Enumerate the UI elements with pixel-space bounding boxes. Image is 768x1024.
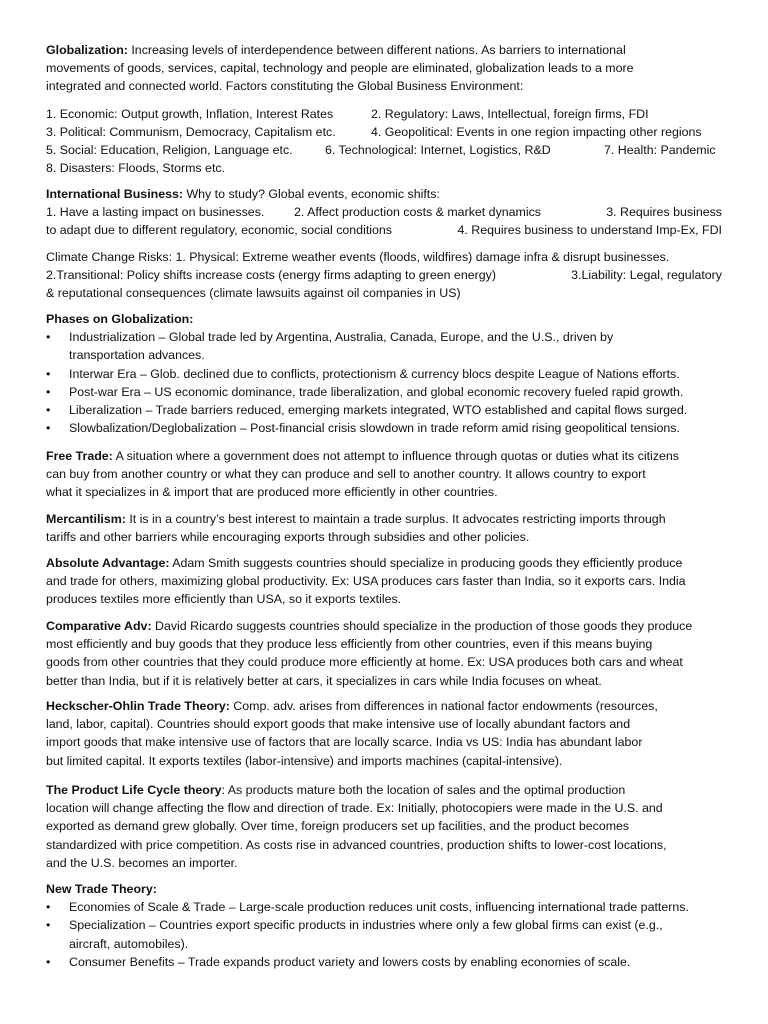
paragraph-line: & reputational consequences (climate lawsuits against oil companies in US) bbox=[46, 286, 461, 301]
bullet-icon: • bbox=[46, 403, 51, 418]
paragraph-line bbox=[46, 697, 722, 715]
paragraph-line: Climate Change Risks: 1. Physical: Extreme weather events (floods, wildfires) damage infra & disrupt businesses. bbox=[46, 250, 670, 264]
factor-item: 2. Regulatory: Laws, Intellectual, foreign firms, FDI bbox=[371, 107, 649, 121]
section-international-business bbox=[46, 185, 722, 241]
list-item-text: Consumer Benefits – Trade expands product variety and lowers costs by enabling economies of scale. bbox=[69, 954, 631, 969]
paragraph-line: location will change affecting the flow and direction of trade. Ex: Initially, photocopiers were made in the U.S. and bbox=[46, 801, 663, 816]
text: : As products mature both the location of sales and the optimal production bbox=[221, 783, 626, 797]
reason-item: 1. Have a lasting impact on businesses. bbox=[46, 205, 265, 220]
paragraph-line: integrated and connected world. Factors constituting the Global Business Environment: bbox=[46, 79, 524, 94]
paragraph-line bbox=[46, 185, 722, 203]
section-globalization bbox=[46, 41, 722, 96]
text: David Ricardo suggests countries should specialize in the production of those goods they produce bbox=[151, 619, 693, 633]
list-item bbox=[46, 328, 722, 364]
paragraph-line: and trade for others, maximizing global productivity. Ex: USA produces cars faster than India, so it exports cars. India bbox=[46, 574, 686, 589]
list-item-text: Post-war Era – US economic dominance, trade liberalization, and global economic recovery fueled rapid growth. bbox=[69, 384, 684, 399]
reason-item: to adapt due to different regulatory, economic, social conditions bbox=[46, 223, 392, 238]
reasons-row bbox=[46, 221, 722, 239]
paragraph-line: can buy from another country or what they can produce and sell to another country. It allows country to export bbox=[46, 467, 646, 482]
list-item bbox=[46, 401, 722, 419]
factor-item: 5. Social: Education, Religion, Language etc. bbox=[46, 143, 293, 157]
factors-list bbox=[46, 105, 722, 179]
section-free-trade bbox=[46, 447, 722, 502]
paragraph-line: tariffs and other barriers while encouraging exports through subsidies and other policies. bbox=[46, 530, 530, 545]
section-mercantilism bbox=[46, 510, 722, 546]
list-item-text: aircraft, automobiles). bbox=[69, 936, 189, 951]
list-item bbox=[46, 953, 722, 971]
list-item bbox=[46, 898, 722, 916]
text: Why to study? Global events, economic shifts: bbox=[183, 187, 440, 201]
text: A situation where a government does not attempt to influence through quotas or duties what its citizens bbox=[112, 449, 679, 463]
paragraph-line: goods from other countries that they could produce more efficiently at home. Ex: USA produces both cars and wheat bbox=[46, 655, 683, 670]
factor-row bbox=[46, 123, 722, 141]
list-item bbox=[46, 383, 722, 401]
risks-row bbox=[46, 266, 722, 284]
text: Increasing levels of interdependence between different nations. As barriers to international bbox=[127, 43, 626, 57]
text: Comp. adv. arises from differences in national factor endowments (resources, bbox=[229, 699, 658, 713]
term-heading: Absolute Advantage: bbox=[46, 556, 170, 570]
paragraph-line bbox=[46, 447, 722, 465]
list-item bbox=[46, 916, 722, 952]
section-product-life-cycle bbox=[46, 781, 722, 872]
paragraph-line bbox=[46, 617, 722, 635]
term-heading: Heckscher-Ohlin Trade Theory: bbox=[46, 699, 230, 713]
factor-item: 8. Disasters: Floods, Storms etc. bbox=[46, 161, 226, 175]
section-heading: Phases on Globalization: bbox=[46, 312, 194, 326]
paragraph-line: exported as demand grew globally. Over time, foreign producers set up facilities, and the product becomes bbox=[46, 819, 630, 834]
paragraph-line bbox=[46, 781, 722, 799]
paragraph-line: better than India, but if it is relatively better at cars, it specializes in cars while India focuses on wheat. bbox=[46, 673, 602, 688]
term-heading: Free Trade: bbox=[46, 449, 113, 463]
paragraph-line: most efficiently and buy goods that they produce less efficiently from other countries, even if this means buying bbox=[46, 637, 653, 652]
factor-row bbox=[46, 141, 722, 159]
paragraph-line: standardized with price competition. As costs rise in advanced countries, production shifts to lower-cost locations, bbox=[46, 837, 667, 852]
term-heading: Globalization: bbox=[46, 43, 128, 57]
term-heading: The Product Life Cycle theory bbox=[46, 783, 222, 797]
list-item-text: Interwar Era – Glob. declined due to conflicts, protectionism & currency blocs despite League of Nations efforts. bbox=[69, 366, 680, 381]
factor-item: 6. Technological: Internet, Logistics, R&D bbox=[325, 143, 551, 157]
factor-item: 3. Political: Communism, Democracy, Capitalism etc. bbox=[46, 125, 336, 139]
paragraph-line: but limited capital. It exports textiles (labor-intensive) and imports machines (capital-intensive). bbox=[46, 753, 563, 768]
factor-row bbox=[46, 105, 722, 123]
risk-item: 3.Liability: Legal, regulatory bbox=[571, 268, 722, 283]
factor-item: 4. Geopolitical: Events in one region impacting other regions bbox=[371, 125, 702, 139]
factor-item: 1. Economic: Output growth, Inflation, Interest Rates bbox=[46, 107, 334, 121]
reason-item: 4. Requires business to understand Imp-Ex, FDI bbox=[457, 223, 722, 238]
paragraph-line bbox=[46, 554, 722, 572]
section-heading: New Trade Theory: bbox=[46, 882, 157, 896]
bullet-icon: • bbox=[46, 366, 51, 381]
section-comparative-advantage bbox=[46, 617, 722, 690]
section-new-trade-theory bbox=[46, 880, 722, 971]
section-absolute-advantage bbox=[46, 554, 722, 609]
section-phases bbox=[46, 310, 722, 437]
term-heading: Mercantilism: bbox=[46, 512, 126, 526]
paragraph-line: land, labor, capital). Countries should export goods that make intensive use of locally abundant factors and bbox=[46, 717, 631, 732]
section-climate-risks bbox=[46, 248, 722, 304]
factor-item: 7. Health: Pandemic bbox=[604, 143, 716, 157]
list-item bbox=[46, 419, 722, 437]
paragraph-line: what it specializes in & import that are produced more efficiently in other countries. bbox=[46, 485, 498, 500]
list-item-text: Liberalization – Trade barriers reduced, emerging markets integrated, WTO established and capital flows surged. bbox=[69, 403, 688, 418]
bullet-icon: • bbox=[46, 918, 51, 933]
bullet-icon: • bbox=[46, 421, 51, 436]
paragraph-line: and the U.S. becomes an importer. bbox=[46, 855, 238, 870]
text: Adam Smith suggests countries should specialize in producing goods they efficiently produce bbox=[169, 556, 683, 570]
paragraph-line: import goods that make intensive use of factors that are locally scarce. India vs US: India has abundant labor bbox=[46, 735, 643, 750]
reason-item: 3. Requires business bbox=[606, 205, 722, 220]
term-heading: International Business: bbox=[46, 187, 184, 201]
reasons-row bbox=[46, 203, 722, 221]
term-heading: Comparative Adv: bbox=[46, 619, 152, 633]
bullet-icon: • bbox=[46, 384, 51, 399]
reason-item: 2. Affect production costs & market dynamics bbox=[294, 205, 542, 220]
list-item-text: Specialization – Countries export specific products in industries where only a few global firms can exist (e.g., bbox=[69, 918, 663, 933]
list-item-text: Industrialization – Global trade led by Argentina, Australia, Canada, Europe, and the U.S., driven by bbox=[69, 330, 614, 345]
section-heckscher-ohlin bbox=[46, 697, 722, 770]
list-item-text: transportation advances. bbox=[69, 348, 205, 363]
factor-row bbox=[46, 159, 722, 177]
paragraph-line bbox=[46, 510, 722, 528]
bullet-icon: • bbox=[46, 330, 51, 345]
text: It is in a country’s best interest to maintain a trade surplus. It advocates restricting imports through bbox=[125, 512, 666, 526]
list-item bbox=[46, 365, 722, 383]
bullet-icon: • bbox=[46, 900, 51, 915]
list-item-text: Slowbalization/Deglobalization – Post-financial crisis slowdown in trade reform amid rising geopolitical tensions. bbox=[69, 421, 680, 436]
paragraph-line: movements of goods, services, capital, technology and people are eliminated, globalization leads to a more bbox=[46, 61, 634, 76]
bullet-icon: • bbox=[46, 954, 51, 969]
risk-item: 2.Transitional: Policy shifts increase costs (energy firms adapting to green energy) bbox=[46, 268, 496, 283]
paragraph-line: produces textiles more efficiently than USA, so it exports textiles. bbox=[46, 592, 402, 607]
list-item-text: Economies of Scale & Trade – Large-scale production reduces unit costs, influencing international trade patterns. bbox=[69, 900, 689, 915]
paragraph-line bbox=[46, 41, 722, 59]
